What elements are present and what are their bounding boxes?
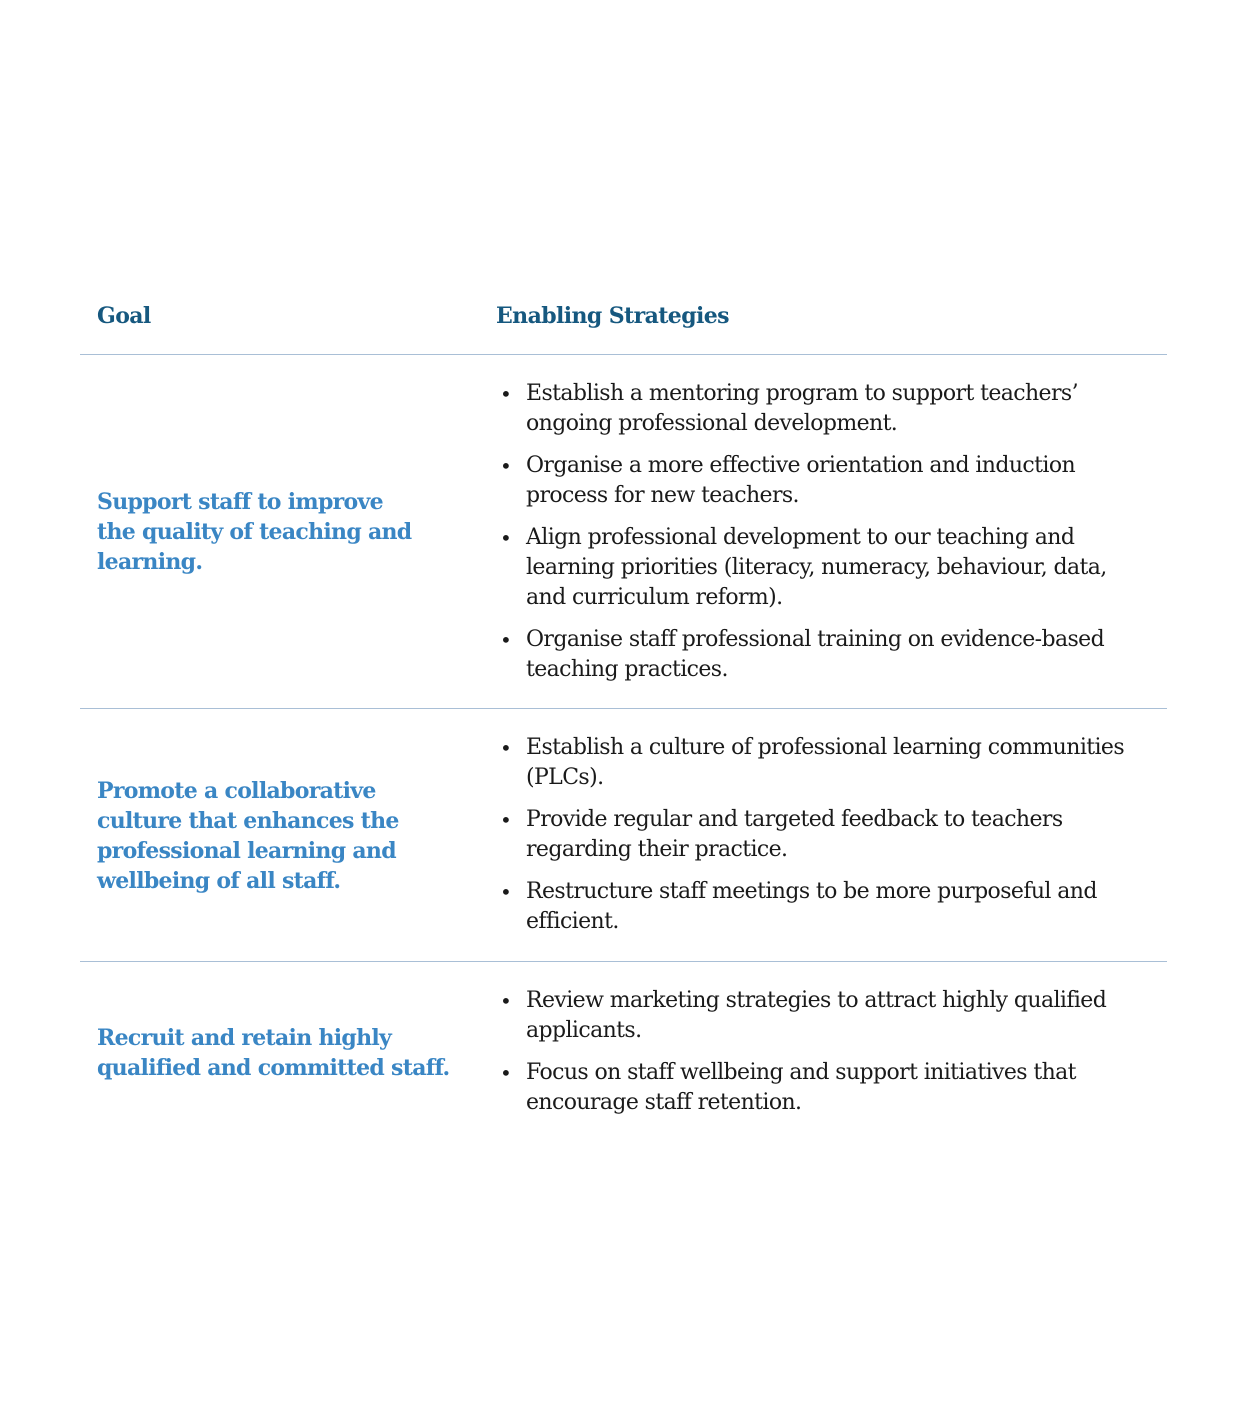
strategy-text: Align professional development to our teaching and learning priorities (literacy, numeracy, behaviour, data, and curriculum reform). xyxy=(526,525,1107,610)
strategy-item xyxy=(498,451,1148,511)
table-row xyxy=(80,962,1167,1142)
strategy-item xyxy=(498,733,1148,793)
goal-text: Support staff to improve the quality of teaching and learning. xyxy=(97,489,412,575)
strategy-item xyxy=(498,625,1148,685)
strategy-item xyxy=(498,805,1148,865)
strategy-list xyxy=(498,379,1148,697)
strategy-item xyxy=(498,1058,1148,1118)
strategy-text: Organise staff professional training on evidence-based teaching practices. xyxy=(526,627,1105,682)
table-header xyxy=(80,300,1167,355)
strategy-text: Establish a culture of professional learning communities (PLCs). xyxy=(526,735,1125,790)
strategy-item xyxy=(498,379,1148,439)
table-row xyxy=(80,709,1167,962)
table-row xyxy=(80,355,1167,709)
bullet-icon: • xyxy=(500,382,512,406)
goal-text: Promote a collaborative culture that enhances the professional learning and wellbeing of all staff. xyxy=(97,778,399,894)
goal-text: Recruit and retain highly qualified and committed staff. xyxy=(97,1025,450,1081)
strategy-item xyxy=(498,523,1148,613)
bullet-icon: • xyxy=(500,526,512,550)
strategy-text: Focus on staff wellbeing and support initiatives that encourage staff retention. xyxy=(526,1060,1076,1115)
bullet-icon: • xyxy=(500,736,512,760)
bullet-icon: • xyxy=(500,989,512,1013)
strategy-item xyxy=(498,986,1148,1046)
strategy-text: Review marketing strategies to attract highly qualified applicants. xyxy=(526,988,1107,1043)
strategy-list xyxy=(498,733,1148,949)
bullet-icon: • xyxy=(500,628,512,652)
bullet-icon: • xyxy=(500,808,512,832)
strategy-text: Restructure staff meetings to be more purposeful and efficient. xyxy=(526,879,1097,934)
strategy-list xyxy=(498,986,1148,1130)
goal-column-header: Goal xyxy=(97,303,151,329)
bullet-icon: • xyxy=(500,1061,512,1085)
strategies-column-header: Enabling Strategies xyxy=(496,303,729,329)
strategy-item xyxy=(498,877,1148,937)
strategy-text: Organise a more effective orientation and induction process for new teachers. xyxy=(526,453,1076,508)
bullet-icon: • xyxy=(500,880,512,904)
bullet-icon: • xyxy=(500,454,512,478)
strategy-text: Establish a mentoring program to support teachers’ ongoing professional development. xyxy=(526,381,1078,436)
strategy-text: Provide regular and targeted feedback to teachers regarding their practice. xyxy=(526,807,1063,862)
